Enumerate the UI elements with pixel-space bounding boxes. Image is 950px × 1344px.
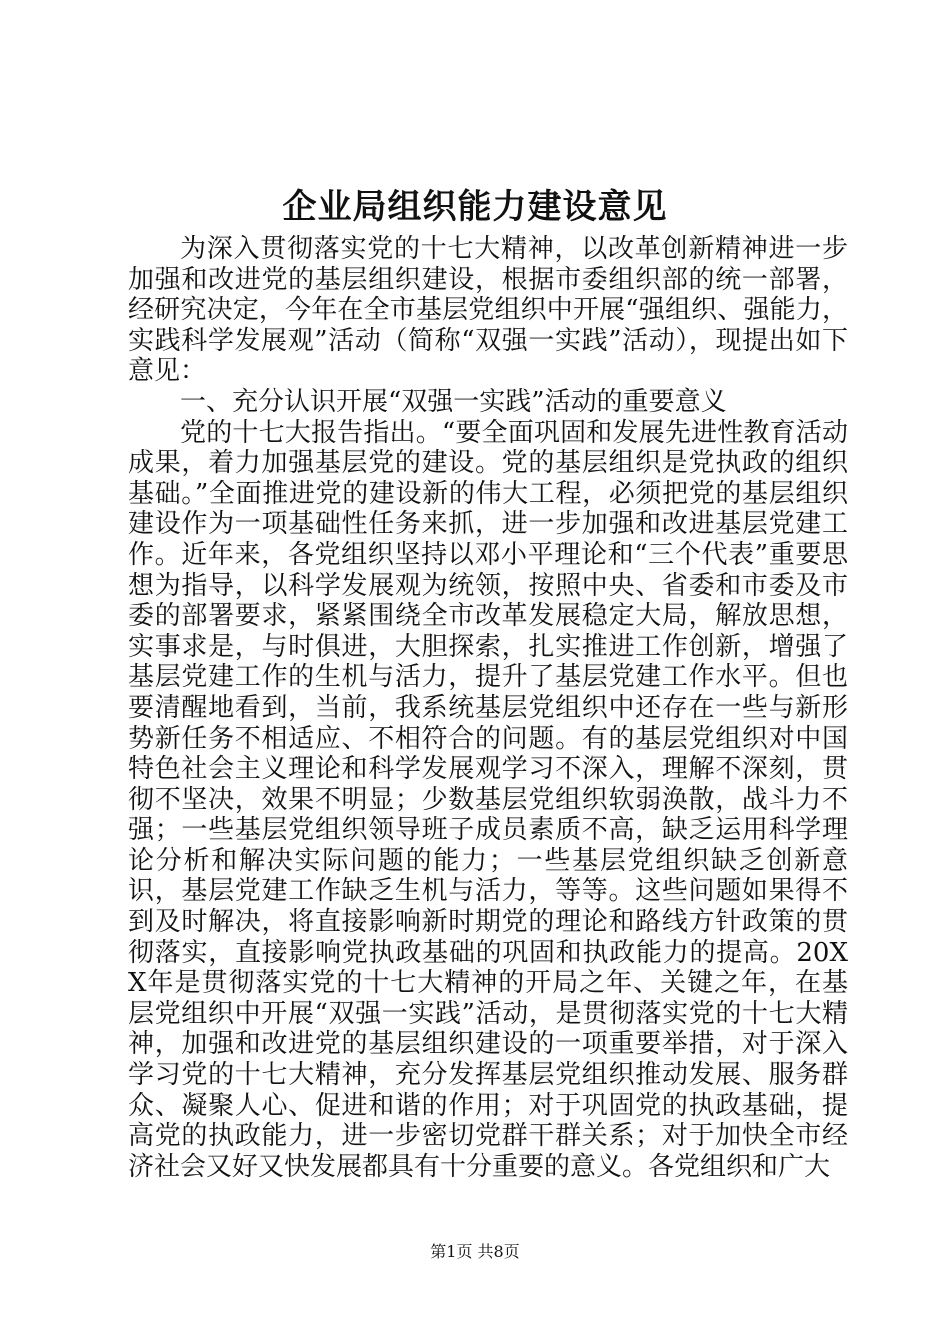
- section-heading-1: 一、充分认识开展“双强一实践”活动的重要意义: [180, 386, 727, 417]
- page-footer: 第1页 共8页: [430, 1242, 520, 1261]
- intro-paragraph: 为深入贯彻落实党的十七大精神，以改革创新精神进一步加强和改进党的基层组织建设，根据市委组织部的统一部署，经研究决定，今年在全市基层党组织中开展“强组织、强能力，实践科学发展观”活动（简称“双强一实践”活动），现提出如下意见：: [128, 234, 848, 387]
- document-title: 企业局组织能力建设意见: [282, 187, 668, 227]
- body-paragraph: 党的十七大报告指出。“要全面巩固和发展先进性教育活动成果，着力加强基层党的建设。党的基层组织是党执政的组织基础。”全面推进党的建设新的伟大工程，必须把党的基层组织建设作为一项基础性任务来抓，进一步加强和改进基层党建工作。近年来，各党组织坚持以邓小平理论和“三个代表”重要思想为指导，以科学发展观为统领，按照中央、省委和市委及市委的部署要求，紧紧围绕全市改革发展稳定大局，解放思想，实事求是，与时俱进，大胆探索，扎实推进工作创新，增强了基层党建工作的生机与活力，提升了基层党建工作水平。但也要清醒地看到，当前，我系统基层党组织中还存在一些与新形势新任务不相适应、不相符合的问题。有的基层党组织对中国特色社会主义理论和科学发展观学习不深入，理解不深刻，贯彻不坚决，效果不明显；少数基层党组织软弱涣散，战斗力不强；一些基层党组织领导班子成员素质不高，缺乏运用科学理论分析和解决实际问题的能力；一些基层党组织缺乏创新意识，基层党建工作缺乏生机与活力，等等。这些问题如果得不到及时解决，将直接影响新时期党的理论和路线方针政策的贯彻落实，直接影响党执政基础的巩固和执政能力的提高。20XX年是贯彻落实党的十七大精神的开局之年、关键之年，在基层党组织中开展“双强一实践”活动，是贯彻落实党的十七大精神，加强和改进党的基层组织建设的一项重要举措，对于深入学习党的十七大精神，充分发挥基层党组织推动发展、服务群众、凝聚人心、促进和谐的作用；对于巩固党的执政基础，提高党的执政能力，进一步密切党群干群关系；对于加快全市经济社会又好又快发展都具有十分重要的意义。各党组织和广大: [128, 417, 848, 1182]
- document-body: [128, 234, 848, 1182]
